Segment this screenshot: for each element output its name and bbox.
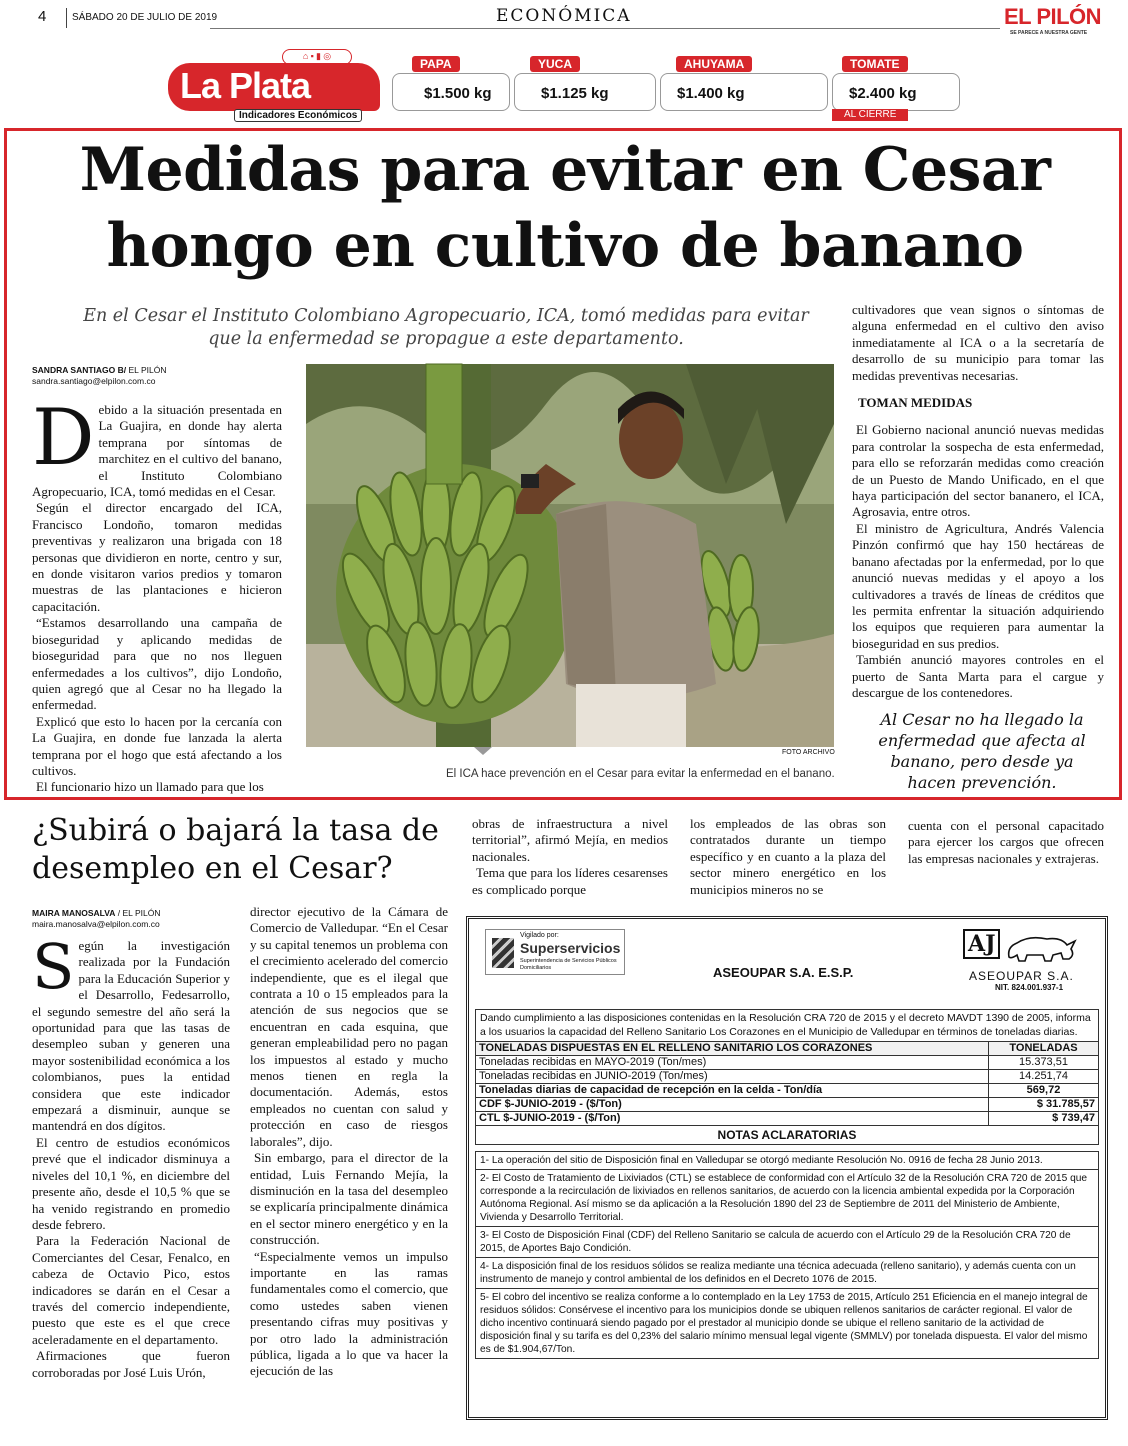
- second-lead-paragraph: egún la investigación realizada por la Fundación para la Educación Superior y el Desarrollo, Fedesarrollo, el segundo semestre del año será la oportunidad para que las tasas de desempleo suban y generen una mayor sostenibilidad económica a los colombianos, pues la entidad considera que este indicador empezará a disminuir, aunque se mantendrá en dos dígitos.: [32, 938, 230, 1134]
- tonnage-cell: Toneladas recibidas en JUNIO-2019 (Ton/mes): [476, 1070, 989, 1084]
- header-divider: [66, 8, 67, 28]
- tonnage-row: [476, 1112, 1099, 1126]
- price-value-yuca: $1.125 kg: [541, 85, 609, 102]
- main-dropcap: D: [32, 393, 95, 483]
- tonnage-header-row: [476, 1042, 1099, 1056]
- main-deck: En el Cesar el Instituto Colombiano Agropecuario, ICA, tomó medidas para evitar que la enfermedad se propague a este departamento.: [83, 306, 809, 349]
- ad-company-name: ASEOUPAR S.A. E.S.P.: [713, 965, 854, 980]
- second-dropcap: S: [32, 930, 75, 1003]
- main-paragraph: Según el director encargado del ICA, Francisco Londoño, tomaron medidas preventivas y realizaron una brigada con 18 personas que dividieron en norte, centro y sur, en donde visitaron varios predios y tomaron muestras de las plantaciones e hicieron capacitación.: [32, 500, 282, 614]
- section-name: ECONÓMICA: [496, 6, 632, 26]
- second-column-2: [250, 904, 448, 1420]
- superservicios-sub: Superintendencia de Servicios Públicos Domiciliarios: [520, 958, 617, 971]
- price-label-ahuyama: AHUYAMA: [676, 56, 752, 72]
- second-paragraph: director ejecutivo de la Cámara de Comercio de Valledupar. “En el Cesar y su capital tenemos un problema con el crecimiento acelerado del comercio independiente, que es el ilegal que contrata a 10 o 15 empleados para la atención de sus negocios que se encuentran en cada esquina, que generan empleabilidad pero no pagan los impuestos al estado y mucho menos tienen en regla la documentación. Además, estos empleados no cuentan con salud y protección en caso de riesgos laborales”, dijo.: [250, 904, 448, 1149]
- note-item: 1- La operación del sitio de Disposición final en Valledupar se otorgó mediante Resolución No. 0916 de fecha 28 Junio 2013.: [475, 1151, 1099, 1170]
- brand-tagline: SE PARECE A NUESTRA GENTE: [1010, 30, 1088, 36]
- second-author-email: maira.manosalva@elpilon.com.co: [32, 919, 160, 929]
- second-paragraph: los empleados de las obras son contratados durante un tiempo específico y en cuanto a la plaza del sector minero energético en los municipios mineros no se: [690, 816, 886, 897]
- second-paragraph: El centro de estudios económicos prevé que el indicador disminuya a niveles del 10,1 %, en diciembre del presente año, desde el 10,5 % que se ha venido registrando en promedio desde febrero.: [32, 1134, 230, 1232]
- photo-credit: FOTO ARCHIVO: [782, 749, 835, 756]
- superservicios-name: Superservicios: [520, 940, 621, 956]
- tonnage-row: [476, 1056, 1099, 1070]
- second-paragraph: Afirmaciones que fueron corroboradas por José Luis Urón,: [32, 1348, 230, 1380]
- second-paragraph: “Especialmente vemos un impulso importante en las ramas fundamentales como el comercio, que como ustedes saben vienen presentando cifras muy positivas y por otro lado la administración pública, ligada a lo que va hacer la ejecución de las: [250, 1248, 448, 1379]
- tonnage-table: [475, 1041, 1099, 1126]
- aseoupar-logo-name: ASEOUPAR S.A.: [969, 969, 1074, 983]
- banana-photo: [306, 364, 834, 747]
- second-paragraph: cuenta con el personal capacitado para ejercer los cargos que ofrecen las empresas nacionales y extrajeras.: [908, 818, 1104, 866]
- main-column-1: [32, 393, 282, 795]
- aseoupar-nit: NIT. 824.001.937-1: [995, 983, 1064, 992]
- note-item: 5- El cobro del incentivo se realiza conforme a lo contemplado en la Ley 1753 de 2015, Artículo 251 Eficiencia en el manejo integral de residuos sólidos: Consérvese el incentivo para los municipios donde se ubiquen rellenos sanitarios de carácter regional. El valor de dicho incentivo continuará siendo pagado por el prestador al municipio donde se ubique el relleno sanitario de la actividad de disposición final y su tarifa es del 0,23% del salario mínimo mensual legal vigente (SMMLV) por tonelada dispuesta. El valor del mismo es de $1.904,67/Ton.: [475, 1289, 1099, 1359]
- tonnage-value: 14.251,74: [989, 1070, 1099, 1084]
- aseoupar-logo-mark: AJ: [963, 929, 1000, 959]
- price-label-papa: PAPA: [412, 56, 460, 72]
- header-rule: [210, 28, 1000, 29]
- ad-header: [475, 925, 1099, 1009]
- superservicios-box: [485, 929, 625, 975]
- photo-caption: El ICA hace prevención en el Cesar para evitar la enfermedad en el banano.: [446, 768, 835, 780]
- rhino-icon: [1005, 931, 1079, 965]
- aseoupar-ad: [466, 916, 1108, 1420]
- tonnage-cell: Toneladas recibidas en MAYO-2019 (Ton/mes): [476, 1056, 989, 1070]
- tonnage-value: $ 31.785,57: [989, 1098, 1099, 1112]
- main-author-email: sandra.santiago@elpilon.com.co: [32, 376, 156, 386]
- main-subhead: TOMAN MEDIDAS: [858, 395, 973, 411]
- al-cierre-badge: AL CIERRE: [832, 109, 908, 121]
- note-item: 3- El Costo de Disposición Final (CDF) del Relleno Sanitario se calcula de acuerdo con el Artículo 29 de la Resolución CRA 720 de 2015, de Aportes Bajo Condición.: [475, 1227, 1099, 1258]
- main-column-3: [852, 302, 1104, 702]
- notes-title: NOTAS ACLARATORIAS: [475, 1126, 1099, 1145]
- main-paragraph: El ministro de Agricultura, Andrés Valencia Pinzón confirmó que hay 150 hectáreas de banano afectadas por la enfermedad, por lo que anunció nuevas medidas y el apoyo a los cultivadores a través de líneas de créditos que les permita enfrentar la situación adquiriendo los equipos que requieren para aumentar la bioseguridad en sus predios.: [852, 520, 1104, 651]
- banana-photo-illustration: [306, 364, 834, 747]
- tonnage-header-cell: TONELADAS DISPUESTAS EN EL RELLENO SANITARIO LOS CORAZONES: [476, 1042, 989, 1056]
- logo-title: La Plata: [180, 65, 311, 106]
- tonnage-row: [476, 1084, 1099, 1098]
- page-number: 4: [38, 8, 47, 25]
- tonnage-value: $ 739,47: [989, 1112, 1099, 1126]
- price-value-tomate: $2.400 kg: [849, 85, 917, 102]
- note-item: 4- La disposición final de los residuos sólidos se realiza mediante una técnica adecuada (relleno sanitario), y además cuenta con un instrumento de manejo y control ambiental de los definidos en el Decreto 1076 de 2015.: [475, 1258, 1099, 1289]
- tonnage-value: 569,72: [989, 1084, 1099, 1098]
- main-paragraph: El Gobierno nacional anunció nuevas medidas para controlar la sospecha de esta enfermedad, para ello se reforzarán medidas como creación de un Puesto de Mando Unificado, en el que haya participación del sector bananero, el ICA, Agrosavia, entre otros.: [852, 422, 1104, 520]
- second-paragraph: Para la Federación Nacional de Comerciantes del Cesar, Fenalco, en cabeza de Octavio Pico, estos indicadores se darán en el Cesar a través del comercio independiente, puesto que este es el que crece aceleradamente en el departamento.: [32, 1233, 230, 1347]
- main-author: SANDRA SANTIAGO B/: [32, 365, 127, 375]
- main-paragraph: cultivadores que vean signos o síntomas de alguna enfermedad en el cultivo den aviso inmediatamente al ICA o a la secretaría de desarrollo de su municipio para tomar las medidas preventivas necesarias.: [852, 302, 1104, 383]
- la-plata-logo: [168, 51, 384, 127]
- logo-subtitle: Indicadores Económicos: [234, 109, 362, 122]
- price-label-tomate: TOMATE: [842, 56, 908, 72]
- tonnage-row: [476, 1070, 1099, 1084]
- second-column-1: [32, 930, 230, 1418]
- second-paragraph: Tema que para los líderes cesarenses es complicado porque: [472, 865, 668, 897]
- tonnage-cell: Toneladas diarias de capacidad de recepción en la celda - Ton/día: [476, 1084, 989, 1098]
- second-headline: ¿Subirá o bajará la tasa de desempleo en el Cesar?: [32, 813, 439, 886]
- second-column-4: [690, 816, 886, 900]
- second-paragraph: Sin embargo, para el director de la entidad, Luis Fernando Mejía, la disminución en la tasa del desempleo se explicaría principalmente dinámica en el sector minero energético y en la construcción.: [250, 1150, 448, 1248]
- main-lead-paragraph: ebido a la situación presentada en La Guajira, en donde hay alerta temprana por síntomas de marchitez en el cultivo del banano, el Instituto Colombiano Agropecuario, ICA, tomó medidas en el Cesar.: [32, 402, 282, 500]
- issue-date: SÁBADO 20 DE JULIO DE 2019: [72, 12, 218, 23]
- second-paragraph: obras de infraestructura a nivel territorial”, afirmó Mejía, en medios nacionales.: [472, 816, 668, 864]
- main-paragraph: También anunció mayores controles en el puerto de Santa Marta para el cargue y descargue de los contenedores.: [852, 652, 1104, 700]
- logo-icons: ⌂ ▪ ▮ ◎: [282, 49, 352, 65]
- main-paragraph: Explicó que esto lo hacen por la cercanía con La Guajira, en donde fue lanzada la alerta temprana por el hogo que está afectando a los cultivos.: [32, 713, 282, 778]
- main-pullquote: Al Cesar no ha llegado la enfermedad que afecta al banano, pero desde ya hacen prevención.: [878, 710, 1086, 792]
- second-column-3: [472, 816, 668, 900]
- main-byline: [32, 365, 166, 387]
- tonnage-header-cell: TONELADAS: [989, 1042, 1099, 1056]
- second-byline: [32, 908, 160, 930]
- tonnage-cell: CTL $-JUNIO-2019 - ($/Ton): [476, 1112, 989, 1126]
- brand-logo: EL PILÓN: [1004, 4, 1102, 29]
- second-author: MAIRA MANOSALVA: [32, 908, 116, 918]
- main-author-outlet: EL PILÓN: [126, 365, 167, 375]
- price-value-ahuyama: $1.400 kg: [677, 85, 745, 102]
- price-value-papa: $1.500 kg: [424, 85, 492, 102]
- vigilado-label: Vigilado por:: [520, 932, 559, 939]
- superservicios-icon: [492, 938, 514, 968]
- second-column-5: [908, 818, 1104, 888]
- tonnage-cell: CDF $-JUNIO-2019 - ($/Ton): [476, 1098, 989, 1112]
- main-paragraph: El funcionario hizo un llamado para que los: [36, 779, 264, 795]
- main-headline: Medidas para evitar en Cesar hongo en cultivo de banano: [79, 135, 1051, 281]
- note-item: 2- El Costo de Tratamiento de Lixiviados (CTL) se establece de conformidad con el Artículo 32 de la Resolución CRA 720 de 2015 que corresponde a la recirculación de lixiviados en rellenos sanitarios, de acuerdo con la licencia ambiental expedida por la Corporación Autónoma Regional. Así mismo se da aplicación a la Resolución 1890 del 23 de Septiembre de 2011 del Ministerio de Ambiente, Vivienda y Desarrollo Territorial.: [475, 1170, 1099, 1227]
- price-label-yuca: YUCA: [530, 56, 580, 72]
- photo-caption-arrow: [474, 747, 492, 755]
- tonnage-value: 15.373,51: [989, 1056, 1099, 1070]
- main-paragraph: “Estamos desarrollando una campaña de bioseguridad y aplicando medidas de bioseguridad para que no nos lleguen enfermedades a los cultivos”, dijo Londoño, quien agregó que al Cesar no ha llegado la enfermedad.: [32, 615, 282, 713]
- tonnage-row: [476, 1098, 1099, 1112]
- second-author-outlet: / EL PILÓN: [115, 908, 161, 918]
- ad-intro: Dando cumplimiento a las disposiciones contenidas en la Resolución CRA 720 de 2015 y el decreto MAVDT 1390 de 2005, informa a los usuarios la capacidad del Relleno Sanitario Los Corazones en el Municipio de Valledupar en términos de toneladas diarias.: [475, 1009, 1099, 1041]
